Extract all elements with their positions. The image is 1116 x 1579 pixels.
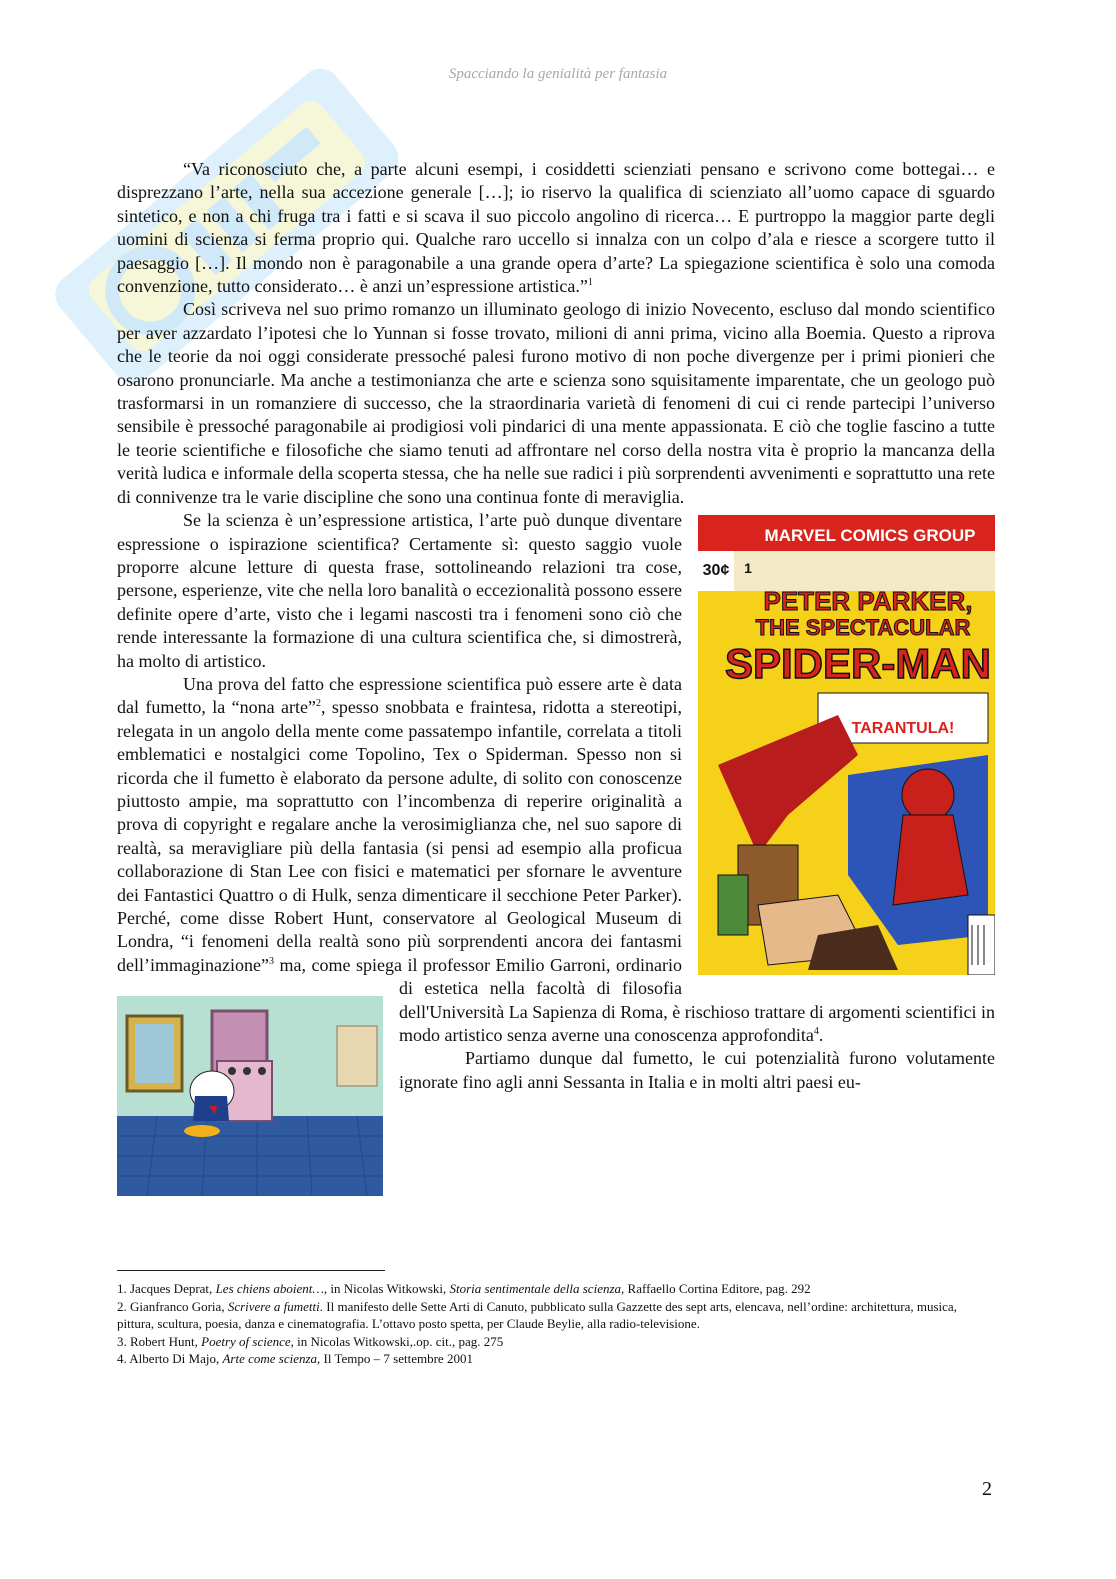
footnote-2: 2. Gianfranco Goria, Scrivere a fumetti. Il manifesto delle Sette Arti di Canuto, pubblicato sulla Gazzette des sept arts, elencava, nell’ordine: architettura, musica, pittura, scultura, poesia, danza e cinematografia. L’ottavo posto spetta, per Claude Beylie, alla radio-televisione. xyxy=(117,1298,957,1331)
footnote-4: 4. Alberto Di Majo, Arte come scienza, Il Tempo – 7 settembre 2001 xyxy=(117,1351,473,1366)
footnotes xyxy=(117,1280,995,1368)
paragraph-2: Così scriveva nel suo primo romanzo un illuminato geologo di inizio Novecento, escluso dal mondo scientifico per aver azzardato l’ipotesi che lo Yunnan si fosse trovato, milioni di anni prima, vicino alla Boemia. Questo a riprova che le teorie da noi oggi considerate pressoché palesi furono motivo di non poche divergenze per i primi pionieri che osarono pronunciarle. Ma anche a testimonianza che arte e scienza sono squisitamente imparentate, che un geologo può trasformarsi in un romanziere di successo, che la straordinaria varietà di fenomeni di cui ci rende partecipi l’universo sensibile è pressoché paragonabile ai prodigiosi voli pindarici di una mente appassionata. E ciò che toglie fascino a tutte le teorie scientifiche e filosofiche che siamo tenuti ad affrontare nel corso della nostra vita è proprio la mancanza della verità ludica e informale della scoperta stessa, che ha nelle sue radici i più sorprendenti avvenimenti e soprattutto una rete di connivenze tra le varie discipline che sono una continua fonte di meraviglia. xyxy=(117,299,995,507)
footnote-separator xyxy=(117,1270,385,1271)
cartoon-still-art xyxy=(117,996,383,1196)
p4-text-d: . xyxy=(818,1025,824,1046)
cover-title-line3: SPIDER-MAN xyxy=(724,640,992,688)
cover-price: 30¢ xyxy=(702,562,730,580)
cover-title-line1: PETER PARKER, xyxy=(763,586,973,617)
cover-villain: TARANTULA! xyxy=(851,720,955,738)
cartoon-still-image xyxy=(117,996,383,1196)
paragraph-quote xyxy=(117,158,995,298)
footnote-1: 1. Jacques Deprat, Les chiens aboient…, in Nicolas Witkowski, Storia sentimentale della scienza, Raffaello Cortina Editore, pag. 292 xyxy=(117,1281,811,1296)
paragraph-3: Se la scienza è un’espressione artistica, l’arte può dunque diventare espressione o ispirazione scientifica? Certamente sì: questo saggio vuole proporre alcune letture di questa frase, sottolineando relazioni tra cose, persone, esperienze, vite che nella loro banalità o eccezionalità possono essere definite opere d’arte, visto che i legami nascosti tra i fenomeni sono ciò che rende interessante la formazione di una cultura scientifica che, si dimostrerà, ha molto di artistico. xyxy=(117,510,682,671)
page-number: 2 xyxy=(982,1478,992,1500)
footnote-ref-1[interactable]: 1 xyxy=(587,277,593,289)
cover-issue: 1 xyxy=(744,560,752,577)
running-header: Spacciando la genialità per fantasia xyxy=(448,66,668,82)
paragraph-5: Partiamo dunque dal fumetto, le cui potenzialità furono volutamente ignorate fino agli anni Sessanta in Italia e in molti altri paesi eu- xyxy=(399,1048,995,1092)
footnote-ref-3[interactable]: 3 xyxy=(268,955,274,967)
comic-cover-art xyxy=(698,515,995,975)
footnote-ref-4[interactable]: 4 xyxy=(813,1026,819,1038)
comic-cover-image xyxy=(698,515,995,975)
footnote-ref-2[interactable]: 2 xyxy=(315,698,321,710)
p4-text-a: Una prova del fatto che espressione scientifica può essere arte è data dal fumetto, la “nona arte” xyxy=(117,673,682,718)
p4-text-b: , spesso snobbata e fraintesa, ridotta a stereotipi, relegata in un angolo della mente come passatempo infantile, correlata a titoli emblematici e nostalgici come Topolino, Tex o Spiderman. Spesso non si ricorda che il fumetto è elaborato da persone adulte, di solito con conoscenze piuttosto ampie, ma soprattutto con l’incombenza di reperire originalità a prova di copyright e regalare anche la verosimiglianza che, nel suo sapore di realtà, sa meravigliare più della fantasia (si pensi ad esempio alla proficua collaborazione di Stan Lee con fisici e matematici per sfornare le avventure dei Fantastici Quattro o di Hulk, senza dimenticare il secchione Peter Parker). Perché, come disse Robert Hunt, conservatore al Geological Museum di Londra, “i fenomeni della realtà sono più sorprendenti ancora dei fantasmi dell’immaginazione” xyxy=(117,697,682,975)
quote-text: “Va riconosciuto che, a parte alcuni esempi, i cosiddetti scienziati pensano e scrivono come bottegai… e disprezzano l’arte, nella sua accezione generale […]; io riservo la qualifica di scienziato all’uomo capace di sguardo sintetico, e non a chi fruga tra i fatti e si scava il suo piccolo angolino di ricerca… E purtroppo la maggior parte degli uomini di scienza si ferma proprio qui. Qualche raro uccello si innalza con un colpo d’ala e riesce a scorgere tutto il paesaggio […]. Il mondo non è paragonabile a una grande opera d’arte? La spiegazione scientifica è solo una comoda convenzione, tutto considerato… è anzi un’espressione artistica.” xyxy=(117,159,995,297)
p4-text-c: ma, come spiega il professor Emilio Garroni, ordinario di estetica nella facoltà di filosofia dell'Università La Sapienza di Roma, è rischioso trattare di argomenti scientifici in modo artistico senza averne una conoscenza approfondita xyxy=(273,954,995,1046)
cover-title-line2: THE SPECTACULAR xyxy=(755,615,971,641)
cover-publisher: MARVEL COMICS GROUP xyxy=(764,526,976,546)
footnote-3: 3. Robert Hunt, Poetry of science, in Nicolas Witkowski,.op. cit., pag. 275 xyxy=(117,1333,504,1349)
